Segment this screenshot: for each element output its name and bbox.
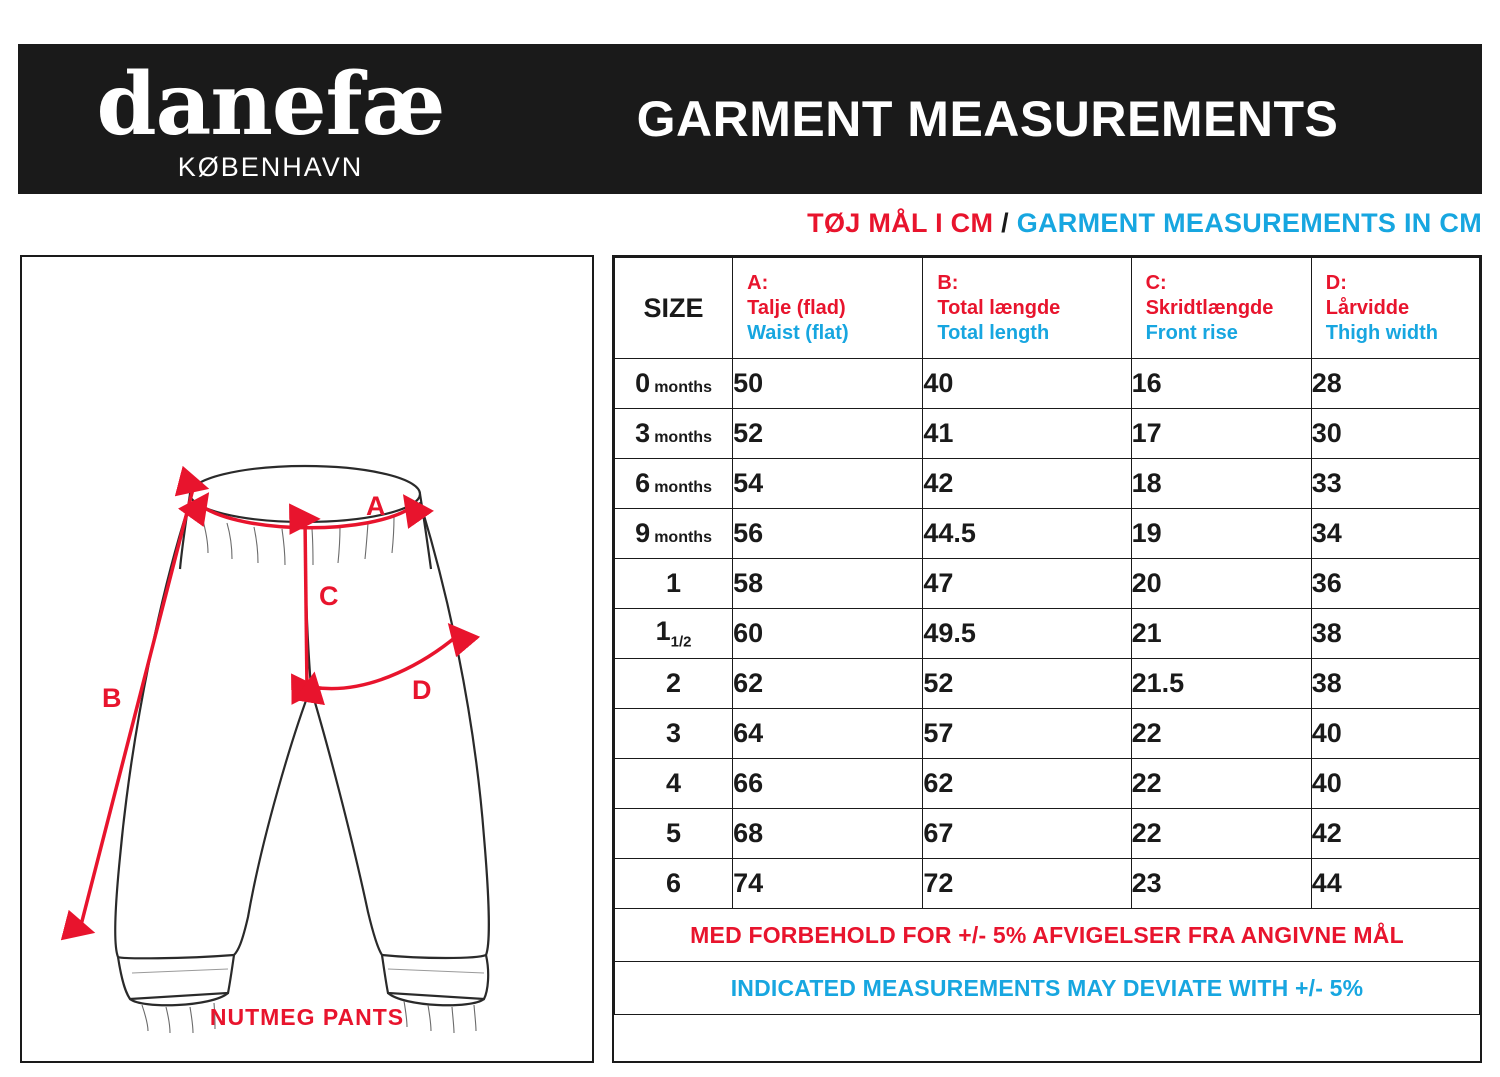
cell-d: 40 [1311,709,1479,759]
brand-logo [18,53,523,182]
label-b-text: B [102,683,122,713]
size-value: 2 [666,668,682,698]
size-value: 6 [666,868,682,898]
garment-caption: NUTMEG PANTS [209,1004,405,1030]
size-value: 1 [666,568,682,598]
size-value: 3 [666,718,682,748]
cell-d: 28 [1311,359,1479,409]
cell-size [615,809,733,859]
cell-b: 72 [923,859,1131,909]
table-row [615,459,1480,509]
cell-c: 21.5 [1131,659,1311,709]
cell-size [615,759,733,809]
note-row-english [615,962,1480,1015]
subtitle-line [612,208,1482,239]
cell-c: 22 [1131,759,1311,809]
note-row-danish [615,909,1480,962]
table-row [615,809,1480,859]
table-row [615,509,1480,559]
cell-size [615,359,733,409]
cell-b: 41 [923,409,1131,459]
page-title: GARMENT MEASUREMENTS [636,91,1339,147]
cell-a: 66 [733,759,923,809]
size-unit: months [654,479,712,496]
cell-b: 57 [923,709,1131,759]
cell-b: 49.5 [923,609,1131,659]
size-value: 1 [655,616,671,647]
cell-d: 40 [1311,759,1479,809]
measurements-table [614,257,1480,1015]
header-bar [18,44,1482,194]
cell-a: 52 [733,409,923,459]
size-value: 0 [635,368,651,398]
label-a-text: A [366,491,386,521]
table-row [615,659,1480,709]
header-size: SIZE [615,258,733,359]
garment-illustration-panel [20,255,594,1063]
table-row [615,359,1480,409]
label-d-text: D [412,675,432,705]
note-danish: MED FORBEHOLD FOR +/- 5% AFVIGELSER FRA ANGIVNE MÅL [615,909,1480,962]
cell-size [615,709,733,759]
cell-c: 20 [1131,559,1311,609]
header-b: B: Total længde Total length [923,258,1131,359]
cell-b: 42 [923,459,1131,509]
cell-c: 23 [1131,859,1311,909]
cell-b: 47 [923,559,1131,609]
cell-size [615,459,733,509]
cell-b: 40 [923,359,1131,409]
cell-b: 52 [923,659,1131,709]
cell-d: 38 [1311,659,1479,709]
note-english: INDICATED MEASUREMENTS MAY DEVIATE WITH +/- 5% [615,962,1480,1015]
cell-d: 42 [1311,809,1479,859]
header-a: A: Talje (flad) Waist (flat) [733,258,923,359]
cell-a: 62 [733,659,923,709]
size-unit: months [654,529,712,546]
cell-a: 74 [733,859,923,909]
size-unit: months [654,429,712,446]
label-c-text: C [319,581,339,611]
cell-a: 58 [733,559,923,609]
cell-b: 67 [923,809,1131,859]
measurements-table-wrapper [612,255,1482,1063]
subtitle-danish: TØJ MÅL I CM [807,208,994,238]
table-row [615,559,1480,609]
cell-a: 64 [733,709,923,759]
cell-size [615,859,733,909]
cell-a: 60 [733,609,923,659]
brand-subtitle: KØBENHAVN [177,151,364,182]
size-value: 3 [635,418,651,448]
table-body [615,359,1480,909]
cell-d: 38 [1311,609,1479,659]
table-row [615,409,1480,459]
table-row [615,709,1480,759]
cell-c: 18 [1131,459,1311,509]
cell-c: 22 [1131,709,1311,759]
header-c: C: Skridtlængde Front rise [1131,258,1311,359]
cell-size [615,659,733,709]
subtitle-separator: / [1001,208,1009,238]
size-value: 9 [635,518,651,548]
cell-d: 30 [1311,409,1479,459]
cell-d: 34 [1311,509,1479,559]
cell-d: 33 [1311,459,1479,509]
size-fraction: 1/2 [670,633,692,651]
size-value: 5 [666,818,682,848]
brand-name: danefæ [96,53,445,155]
cell-c: 22 [1131,809,1311,859]
cell-b: 44.5 [923,509,1131,559]
cell-b: 62 [923,759,1131,809]
cell-d: 44 [1311,859,1479,909]
cell-size [615,559,733,609]
cell-size [615,609,733,659]
table-row [615,759,1480,809]
cell-c: 16 [1131,359,1311,409]
cell-size [615,409,733,459]
cell-a: 56 [733,509,923,559]
cell-a: 50 [733,359,923,409]
cell-d: 36 [1311,559,1479,609]
size-value: 4 [666,768,682,798]
header-d: D: Lårvidde Thigh width [1311,258,1479,359]
size-value: 6 [635,468,651,498]
table-header-row [615,258,1480,359]
size-unit: months [654,379,712,396]
cell-a: 54 [733,459,923,509]
table-row [615,609,1480,659]
cell-c: 19 [1131,509,1311,559]
pants-diagram [22,257,592,1061]
cell-c: 21 [1131,609,1311,659]
cell-size [615,509,733,559]
cell-c: 17 [1131,409,1311,459]
table-row [615,859,1480,909]
cell-a: 68 [733,809,923,859]
subtitle-english: GARMENT MEASUREMENTS IN CM [1016,208,1482,238]
